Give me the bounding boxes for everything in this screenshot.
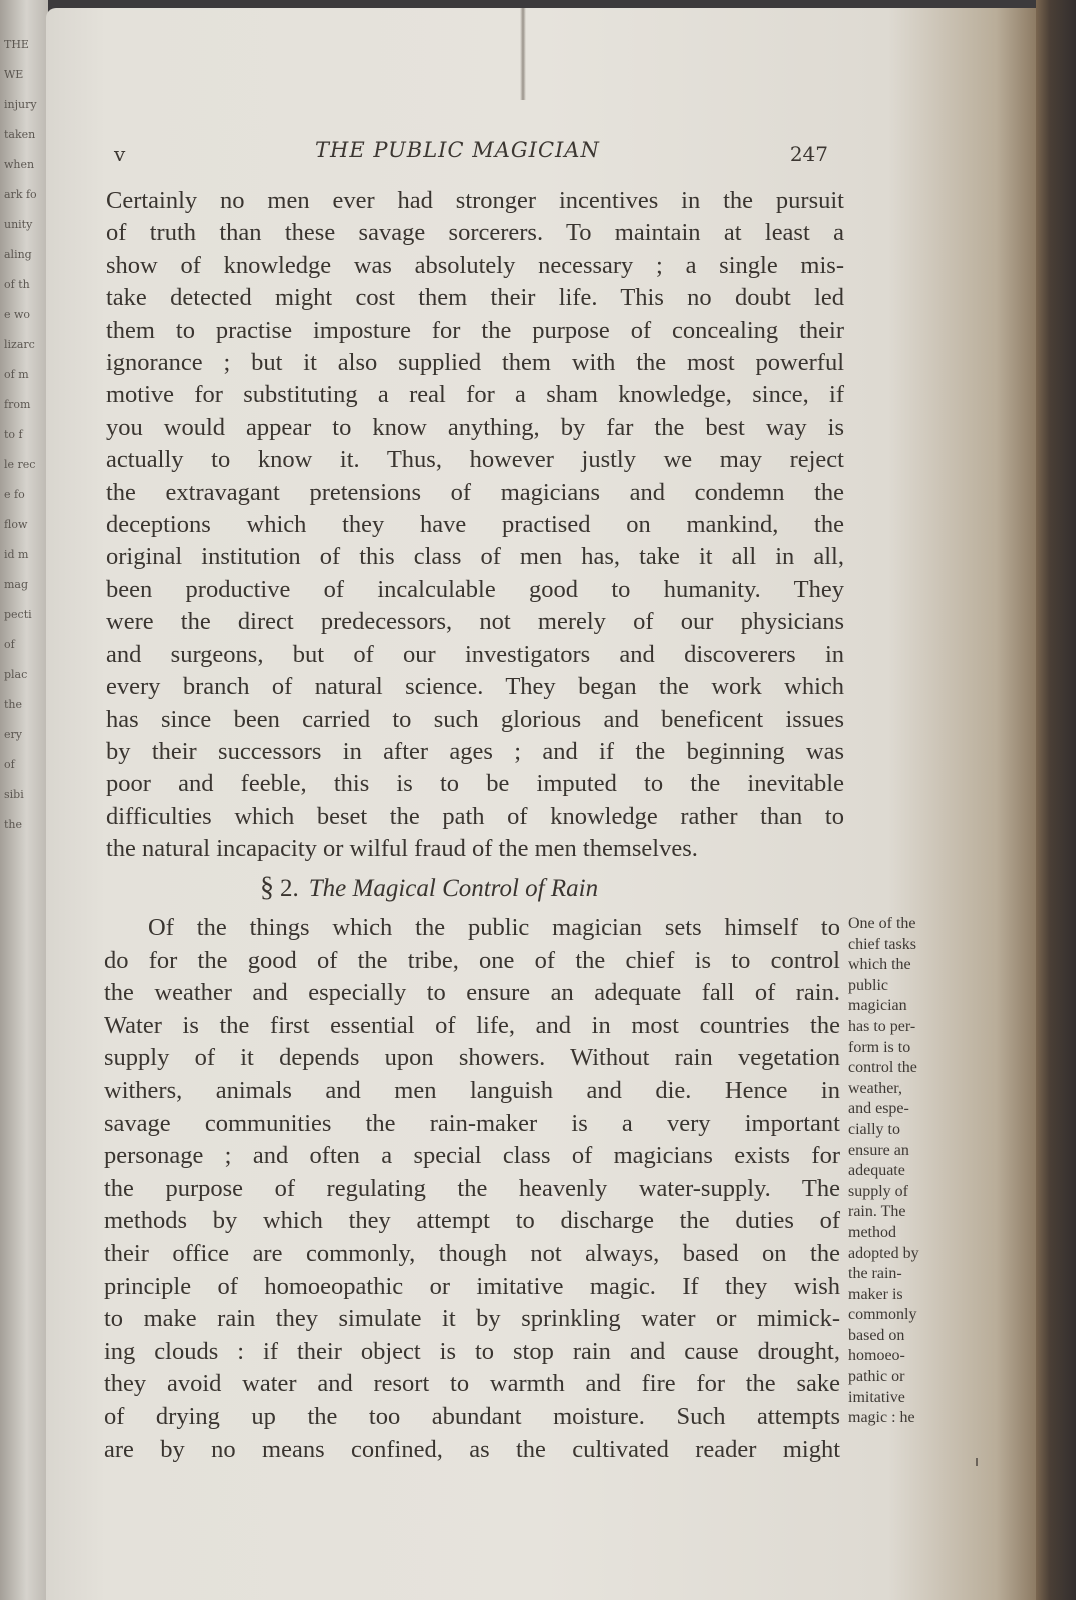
text-line: has since been carried to such glorious and beneficent issues [106,705,844,733]
running-title: THE PUBLIC MAGICIAN [315,138,600,162]
text-line: methods by which they attempt to discharge the duties of [104,1207,840,1235]
text-line: maker is [848,1285,903,1303]
text-line: cially to [848,1120,900,1138]
paragraph-rain-control [104,912,840,1466]
text-line: ignorance ; but it also supplied them with the most powerful [106,349,844,377]
text-line: control the [848,1059,917,1077]
text-line: the weather and especially to ensure an adequate fall of rain. [104,979,840,1007]
text-line: rain. The [848,1203,906,1221]
facing-page-edge [0,0,48,1600]
text-line: adopted by [848,1244,919,1262]
text-line: weather, [848,1079,902,1097]
text-line: Water is the first essential of life, and in most countries the [104,1011,840,1039]
text-line: adequate [848,1162,905,1180]
page-crease [520,8,526,100]
text-line: homoeo- [848,1347,905,1365]
text-line: were the direct predecessors, not merely of our physicians [106,608,844,636]
text-line: show of knowledge was absolutely necessary ; a single mis- [106,251,844,279]
text-line: the natural incapacity or wilful fraud of the men themselves. [106,835,698,863]
text-line: magic : he [848,1409,915,1427]
text-line: method [848,1223,896,1241]
text-line: savage communities the rain-maker is a very important [104,1109,840,1137]
text-line: of truth than these savage sorcerers. To maintain at least a [106,219,844,247]
paragraph-incentives [106,185,844,866]
page-number: 247 [789,142,828,166]
marginal-note [848,914,958,1429]
text-line: they avoid water and resort to warmth and fire for the sake [104,1370,840,1398]
text-line: public [848,976,888,994]
text-line: every branch of natural science. They began the work which [106,673,844,701]
text-line: has to per- [848,1017,916,1035]
text-line: the purpose of regulating the heavenly water-supply. The [104,1174,840,1202]
text-line: you would appear to know anything, by far the best way is [106,413,844,441]
text-line: and surgeons, but of our investigators and discoverers in [106,640,844,668]
text-line: deceptions which they have practised on mankind, the [106,511,844,539]
text-line: difficulties which beset the path of knowledge rather than to [106,802,844,830]
text-line: based on [848,1326,905,1344]
page-gutter-shadow [1036,0,1076,1600]
text-line: the rain- [848,1265,902,1283]
running-header [110,138,840,168]
text-line: form is to [848,1038,911,1056]
text-line: personage ; and often a special class of magicians exists for [104,1142,840,1170]
text-line: to make rain they simulate it by sprinkling water or mimick- [104,1305,840,1333]
text-line: their office are commonly, though not always, based on the [104,1239,840,1267]
text-line: magician [848,997,907,1015]
chapter-numeral: v [114,142,126,166]
text-line: Certainly no men ever had stronger incentives in the pursuit [106,187,844,214]
text-line: which the [848,956,911,974]
section-symbol: § [260,872,274,903]
text-line: and espe- [848,1100,909,1118]
text-line: Of the things which the public magician sets himself to [148,914,840,941]
facing-page-text-fragment: THE WE injury taken when ark fo unity aling of th e wo lizarc of m from to f le rec e fo flow id m mag pecti of plac the ery of sibi the [4,38,37,831]
text-line: original institution of this class of men has, take it all in all, [106,543,844,571]
text-line: by their successors in after ages ; and if the beginning was [106,737,844,765]
text-line: are by no means confined, as the cultivated reader might [104,1435,840,1463]
text-line: One of the [848,915,916,932]
text-line: withers, animals and men languish and die. Hence in [104,1076,840,1104]
text-line: actually to know it. Thus, however justly we may reject [106,446,844,474]
text-line: pathic or [848,1368,905,1386]
section-title: The Magical Control of Rain [308,875,599,902]
text-line: chief tasks [848,935,916,953]
text-line: motive for substituting a real for a sham knowledge, since, if [106,381,844,409]
text-line: ensure an [848,1141,909,1159]
text-line: take detected might cost them their life. This no doubt led [106,284,844,312]
text-line: imitative [848,1388,905,1406]
text-line: do for the good of the tribe, one of the chief is to control [104,946,840,974]
text-line: the extravagant pretensions of magicians and condemn the [106,478,844,506]
text-line: supply of it depends upon showers. Without rain vegetation [104,1044,840,1072]
text-line: poor and feeble, this is to be imputed to the inevitable [106,770,844,798]
paper-speck [976,1458,978,1466]
text-line: supply of [848,1182,908,1200]
text-line: ing clouds : if their object is to stop rain and cause drought, [104,1337,840,1365]
text-line: been productive of incalculable good to humanity. They [106,575,844,603]
text-line: principle of homoeopathic or imitative magic. If they wish [104,1272,840,1300]
text-line: of drying up the too abundant moisture. Such attempts [104,1402,840,1430]
section-heading [260,872,760,904]
text-line: them to practise imposture for the purpose of concealing their [106,316,844,344]
section-number: 2. [280,875,299,902]
text-line: commonly [848,1306,917,1324]
